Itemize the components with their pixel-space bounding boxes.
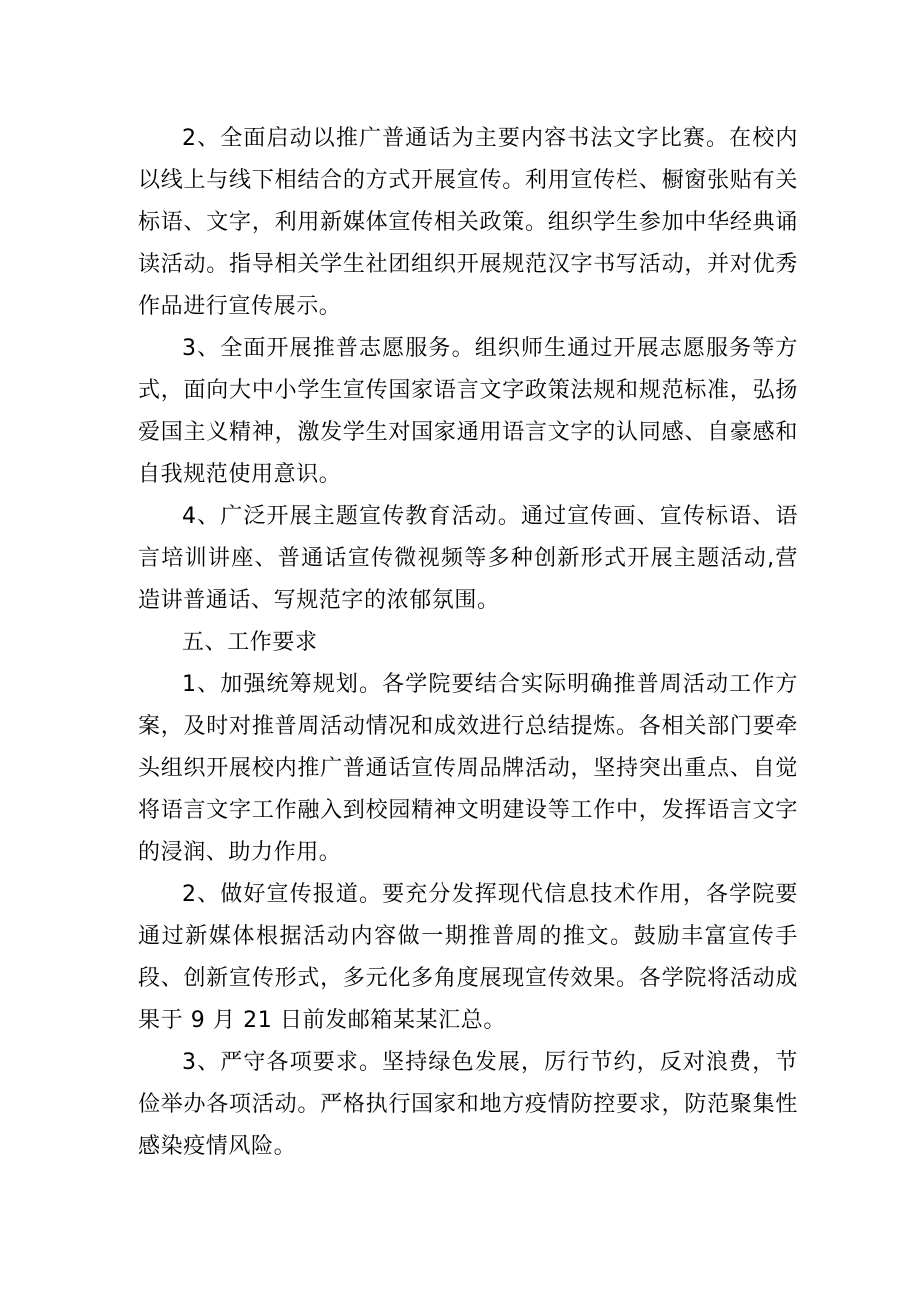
paragraph-requirement-2-reporting: 2、做好宣传报道。要充分发挥现代信息技术作用，各学院要通过新媒体根据活动内容做一期推普周的推文。鼓励丰富宣传手段、创新宣传形式，多元化多角度展现宣传效果。各学院将活动成果于 9 月 21 日前发邮箱某某汇总。 — [138, 882, 798, 1033]
document-body — [138, 118, 798, 1168]
paragraph-requirement-1-planning: 1、加强统筹规划。各学院要结合实际明确推普周活动工作方案，及时对推普周活动情况和成效进行总结提炼。各相关部门要牵头组织开展校内推广普通话宣传周品牌活动，坚持突出重点、自觉将语言文字工作融入到校园精神文明建设等工作中，发挥语言文字的浸润、助力作用。 — [138, 672, 798, 865]
paragraph-item-2-competition: 2、全面启动以推广普通话为主要内容书法文字比赛。在校内以线上与线下相结合的方式开展宣传。利用宣传栏、橱窗张贴有关标语、文字，利用新媒体宣传相关政策。组织学生参加中华经典诵读活动。指导相关学生社团组织开展规范汉字书写活动，并对优秀作品进行宣传展示。 — [138, 126, 798, 319]
paragraph-item-3-volunteer: 3、全面开展推普志愿服务。组织师生通过开展志愿服务等方式，面向大中小学生宣传国家语言文字政策法规和规范标准，弘扬爱国主义精神，激发学生对国家通用语言文字的认同感、自豪感和自我规范使用意识。 — [138, 336, 798, 487]
section-heading-requirements: 五、工作要求 — [182, 630, 318, 655]
paragraph-item-4-publicity: 4、广泛开展主题宣传教育活动。通过宣传画、宣传标语、语言培训讲座、普通话宣传微视频等多种创新形式开展主题活动,营造讲普通话、写规范字的浓郁氛围。 — [138, 504, 798, 613]
paragraph-requirement-3-compliance: 3、严守各项要求。坚持绿色发展，厉行节约，反对浪费，节俭举办各项活动。严格执行国家和地方疫情防控要求，防范聚集性感染疫情风险。 — [138, 1050, 798, 1159]
